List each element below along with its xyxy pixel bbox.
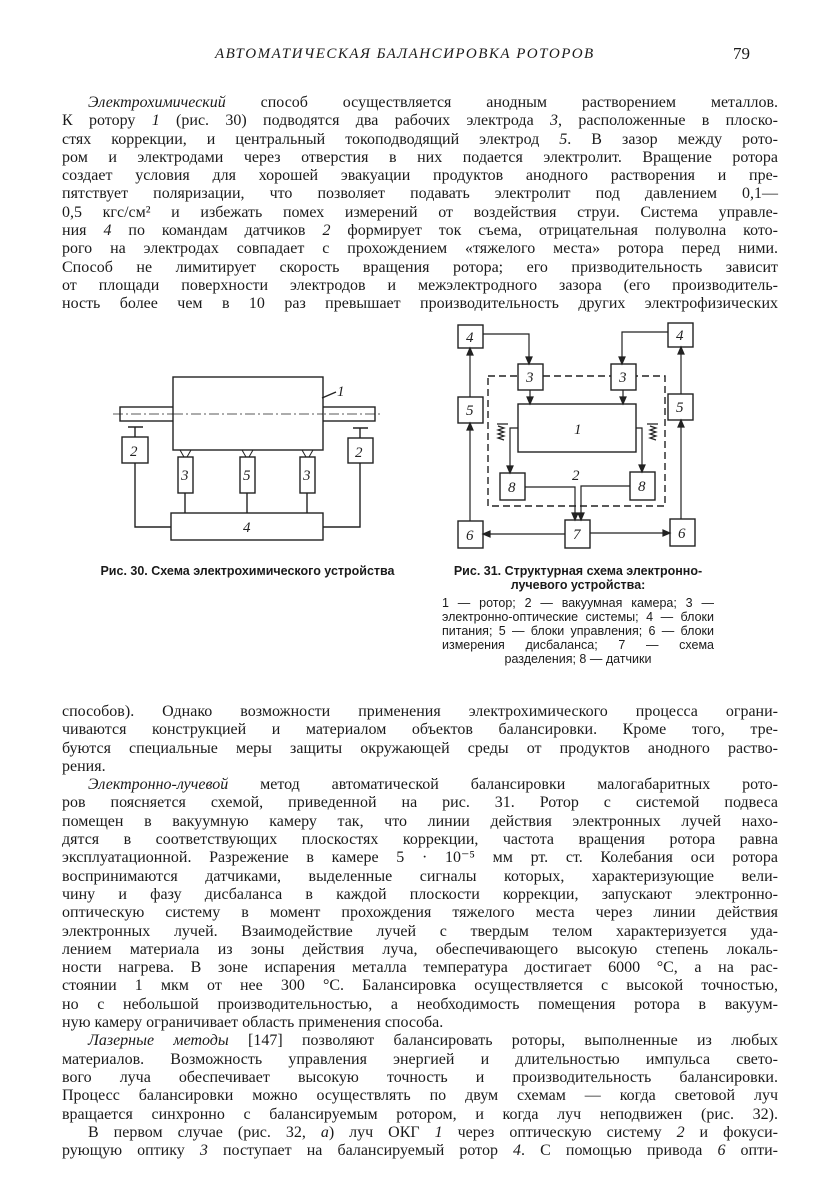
text-line [62,794,778,812]
fig30-rotor [173,377,323,450]
text: но с небольшой производительностью, а необходимость помещения ротора в вакуум- [62,995,778,1013]
text: материалов. Возможность управления энергией и длительностью импульса свето- [62,1050,778,1068]
text-line [62,1014,778,1032]
italic-text: 1 [434,1123,443,1141]
text-line [62,941,778,959]
figure-31-legend: 1 — ротор; 2 — вакуумная камера; 3 — электронно-оптические системы; 4 — блоки питания; 5 — блоки управления; 6 — блоки измерения дисбаланса; 7 — схема разделения; 8 — датчики [442,596,714,666]
text: способов). Однако возможности применения электрохимического процесса ограни- [62,703,778,720]
text-line [62,959,778,977]
text: способ осуществляется анодным растворением металлов. [225,94,778,111]
fig30-label-3-left: 3 [181,468,189,484]
fig30-sensor-tip-right [353,428,368,438]
italic-text: 1 [151,112,160,130]
text-line [62,1142,778,1160]
text: стоянии 1 мкм от нее 300 °С. Балансировка осуществляется с высокой точностью, [62,977,778,995]
figure-31-caption [442,564,714,666]
text: Процесс балансировки можно осуществлять по двум схемам — когда световой луч [62,1087,778,1105]
fig31-label-8-left: 8 [508,480,516,496]
italic-text: 4 [103,222,112,240]
figure-30-caption: Рис. 30. Схема электрохимического устройства [100,564,395,578]
italic-text: 5 [559,130,568,148]
text: ную камеру ограничивает область применения способа. [62,1014,444,1032]
italic-text: Лазерные методы [88,1032,229,1050]
text-line [62,758,778,776]
text: ров поясняется схемой, приведенной на рис. 31. Ротор с системой подвеса [62,794,778,812]
fig31-label-6-left: 6 [466,528,474,544]
text: рующую оптику [62,1142,200,1160]
text-line [62,868,778,886]
italic-text: Электронно-лучевой [88,776,229,794]
fig30-label-3-right: 3 [303,468,311,484]
fig31-label-2: 2 [572,468,580,484]
fig31-label-1: 1 [574,422,582,438]
italic-text: 3 [550,112,559,130]
text-line [62,886,778,904]
page-number: 79 [733,44,750,63]
text: (рис. 30) подводятся два рабочих электрода [159,112,551,130]
fig31-label-5-left: 5 [466,403,474,419]
text: формирует ток съема, отрицательная полуволна кото- [330,222,779,240]
text-line [62,849,778,867]
text: от площади поверхности электродов и межэлектродного зазора (его производитель- [62,276,778,294]
text: чину и фазу дисбаланса в каждой плоскости коррекции, запускают электронно- [62,885,778,903]
italic-text: 3 [199,1142,208,1160]
text: по командам датчиков [111,222,323,240]
running-title: АВТОМАТИЧЕСКАЯ БАЛАНСИРОВКА РОТОРОВ [215,46,595,62]
text: эксплуатационной. Разрежение в камере 5 · 10⁻⁵ мм рт. ст. Колебания оси ротора [62,849,778,867]
italic-text: 6 [717,1142,726,1160]
text: электронных лучей. Взаимодействие лучей с твердым телом характеризуется уда- [62,922,778,940]
text: через оптическую систему [442,1123,677,1141]
text: В первом случае (рис. 32, [88,1123,321,1141]
text: чиваются конструкцией и материалом объектов балансировки. Кроме того, тре- [62,721,778,739]
figure-30-diagram [0,0,822,560]
text: метод автоматической балансировки малогабаритных рото- [228,776,778,794]
text-block-bottom [62,703,778,1160]
text: ности нагрева. В зоне испарения металла температура достигает 6000 °С, а на рас- [62,959,778,977]
text-line [62,1087,778,1105]
fig30-label-4: 4 [243,520,251,536]
text: создает условия для хорошей эвакуации продуктов анодного растворения и пре- [62,167,778,185]
text: ния [62,222,104,240]
text: опти- [725,1142,778,1160]
italic-text: 2 [322,222,331,240]
text-line [62,776,778,794]
italic-text: Электрохимический [88,94,226,111]
fig30-label-2-left: 2 [130,444,138,460]
italic-text: а [320,1123,329,1141]
text: дятся в соответствующих плоскостях коррекции, частота вращения ротора равна [62,831,778,849]
text-line [62,1124,778,1142]
text: ром и электродами через отверстия в них подается электролит. Вращение ротора [62,148,778,166]
text: , расположенные в плоско- [558,112,779,130]
text-line [62,703,778,721]
text-line [62,1032,778,1050]
text: оптическую систему в момент прохождения тяжелого места через линии действия [62,904,778,922]
figure-31-title: Рис. 31. Структурная схема электронно-лучевого устройства: [453,564,703,592]
text: Способ не лимитирует скорость вращения ротора; его призводительность зависит [62,258,778,276]
italic-text: 2 [676,1123,685,1141]
fig31-label-3-right: 3 [619,370,627,386]
text-line [62,1106,778,1124]
text: буются специальные меры защиты окружающей среды от продуктов анодного раство- [62,739,778,757]
text-line [62,1069,778,1087]
text: лением материала из зоны действия луча, обеспечивающего высокую степень локаль- [62,940,778,958]
text: . В зазор между рото- [567,130,779,148]
text: помещен в вакуумную камеру так, что линии действия электронных лучей нахо- [62,812,778,830]
text-line [62,721,778,739]
text-line [62,977,778,995]
fig31-label-7: 7 [573,527,581,543]
text: ) луч ОКГ [328,1123,435,1141]
text: поступает на балансируемый ротор [207,1142,514,1160]
fig31-label-6-right: 6 [678,526,686,542]
fig30-label-1: 1 [337,384,345,400]
text-line [62,996,778,1014]
fig30-leader-line [322,392,336,398]
text: ность более чем в 10 раз превышает производительность других электрофизических [62,295,778,313]
fig30-label-5: 5 [243,468,251,484]
text: вого луча обеспечивает высокую точность и производительность балансировки. [62,1068,778,1086]
fig31-label-3-left: 3 [526,370,534,386]
text-line [62,813,778,831]
text: [147] позволяют балансировать роторы, выполненные из любых [228,1032,778,1050]
text: вращается синхронно с балансируемым ротором, и когда луч неподвижен (рис. 32). [62,1105,778,1123]
text: рого на электродах совпадает с прохождением «тяжелого места» ротора перед ними. [62,240,778,258]
text: 0,5 кгс/см² и избежать помех измерений от воздействия струи. Система управле- [62,203,778,221]
fig30-label-2-right: 2 [355,445,363,461]
text-line [62,831,778,849]
text: и фокуси- [684,1123,779,1141]
text: К ротору [62,112,152,130]
fig30-sensor-tip-left [128,427,143,437]
text-line [62,1051,778,1069]
fig31-label-8-right: 8 [638,479,646,495]
text-line [62,740,778,758]
italic-text: 4 [513,1142,522,1160]
text: . С помощью привода [521,1142,718,1160]
text: пятствует поляризации, что позволяет подавать электролит под давлением 0,1— [62,185,778,203]
text: воспринимаются датчиками, выделенные сигналы которых, характеризующие вели- [62,867,778,885]
fig31-label-4-right: 4 [676,328,684,344]
text-line [62,904,778,922]
text: стях коррекции, и центральный токоподводящий электрод [62,130,560,148]
fig31-label-5-right: 5 [676,400,684,416]
text: рения. [62,757,106,775]
text-line [62,923,778,941]
fig31-label-4-left: 4 [466,330,474,346]
